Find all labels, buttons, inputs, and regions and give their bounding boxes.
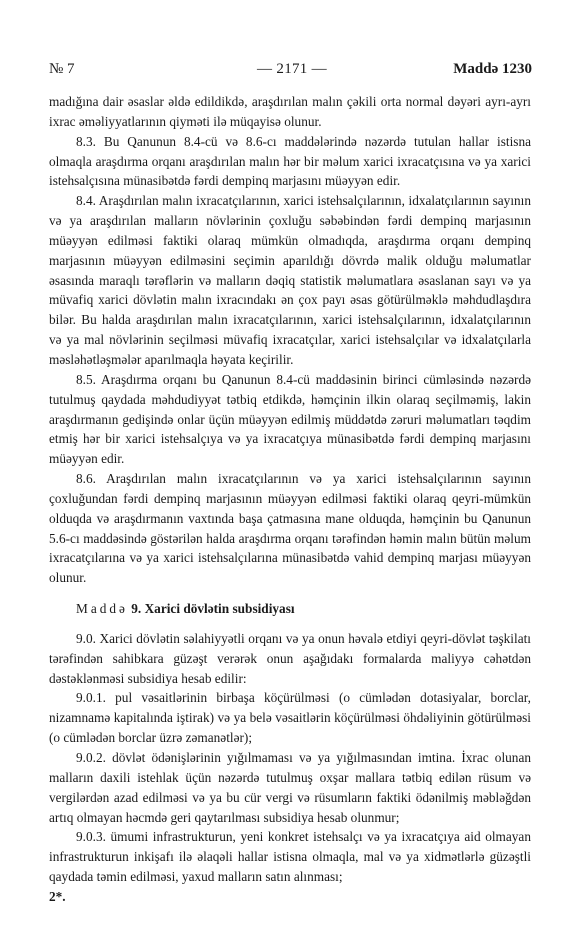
paragraph-9-0-1: 9.0.1. pul vəsaitlərinin birbaşa köçürülməsi (o cümlədən dotasiyalar, borclar, nizamnamə kapitalında iştirak) və ya belə vəsaitlərin köçürülməsi öhdəliyinin götürülməsi (o cümlədən borclar üzrə zəmanətlər); [49,690,531,746]
document-body [49,92,531,907]
section-heading [49,599,531,619]
section-label: Maddə [76,601,128,617]
paragraph-9-0: 9.0. Xarici dövlətin səlahiyyətli orqanı və ya onun həvalə etdiyi qeyri-dövlət təşkilatı tərəfindən sahibkara güzəşt verərək onun aşağıdakı formalarda maliyyə cəhətdən dəstəklənməsi subsidiya hesab edilir: [49,630,531,686]
paragraph-8-5: 8.5. Araşdırma orqanı bu Qanunun 8.4-cü maddəsinin birinci cümləsində nəzərdə tutulmuş qaydada məhdudiyyət tətbiq etdikdə, həmçinin ilkin olaraq seçilməmiş, lakin araşdırmanın gedişində onlar üçün müəyyən edilmiş müddətdə zəruri məlumatları təqdim etmiş hər bir xarici istehsalçıya və ya ixracatçıya münasibətdə fərdi dempinq marjasını müəyyən edir. [49,371,531,467]
paragraph-continuation: madığına dair əsaslar əldə edildikdə, araşdırılan malın çəkili orta normal dəyəri ayrı-ayrı ixrac əməliyyatlarının qiyməti ilə müqayisə olunur. [49,94,531,129]
paragraph-8-6: 8.6. Araşdırılan malın ixracatçılarının və ya xarici istehsalçılarının sayının çoxluğundan fərdi dempinq marjasının müəyyən edilməsi faktiki olaraq qeyri-mümkün olduqda və araşdırmanın vaxtında başa çatmasına mane olduqda, həmçinin bu Qanunun 5.6-cı maddəsində göstərilən halda araşdırma orqanı tərəfindən həmin malın bütün məlum ixracatçılarına və ya xarici istehsalçılarına münasibətdə vahid dempinq marjası müəyyən olunur. [49,471,531,586]
paragraph-9-0-3: 9.0.3. ümumi infrastrukturun, yeni konkret istehsalçı və ya ixracatçıya aid olmayan infrastrukturun inkişafı ilə əlaqəli hallar istisna olmaqla, mal və ya xidmətlərlə güzəştli qaydada təmin edilməsi, yaxud malların satın alınması; [49,829,531,885]
paragraph-8-3: 8.3. Bu Qanunun 8.4-cü və 8.6-cı maddələrində nəzərdə tutulan hallar istisna olmaqla araşdırma orqanı araşdırılan malın hər bir məlum xarici ixracatçısına və ya xarici istehsalçısına münasibətdə fərdi dempinq marjasını müəyyən edir. [49,133,531,189]
page-number: — 2171 — [257,61,327,77]
paragraph-8-4: 8.4. Araşdırılan malın ixracatçılarının, xarici istehsalçılarının, idxalatçılarının sayının və ya araşdırılan malların növlərinin çoxluğu səbəbindən fərdi dempinq marjasının müəyyən edilməsi faktiki olaraq mümkün olmadıqda, araşdırma orqanı dempinq marjasının müəyyən edilməsini seçimin aparıldığı dövrdə malik olduğu məlumatlar əsasında maraqlı tərəflərin və malların dəqiq statistik məlumatlara əsaslanan sayı və ya müvafiq xarici dövlətin malın ixracındakı ən çox payı əsas götürülməklə məhdudlaşdıra bilər. Bu halda araşdırılan malın ixracatçılarının, xarici istehsalçılarının, idxalatçılarının və ya mal növlərinin seçilməsi müvafiq ixracatçılar, xarici istehsalçılar və idxalatçılarla məsləhətləşmələr aparılmaqla həyata keçirilir. [49,193,531,367]
signature-mark: 2*. [49,888,66,904]
section-title: Xarici dövlətin subsidiyası [144,601,295,617]
section-number: 9. [131,601,142,617]
paragraph-9-0-2: 9.0.2. dövlət ödənişlərinin yığılmaması və ya yığılmasından imtina. İxrac olunan malların daxili istehlak üçün nəzərdə tutulmuş oxşar mallara tətbiq edilən rüsum və vergilərdən azad edilməsi və ya bu cür vergi və rüsumların faktiki ödənilmiş məbləğdən artıq olmayan həcmdə geri qaytarılması subsidiya hesab olunmur; [49,750,531,825]
article-label: Maddə 1230 [453,61,532,77]
issue-number: № 7 [49,61,75,77]
